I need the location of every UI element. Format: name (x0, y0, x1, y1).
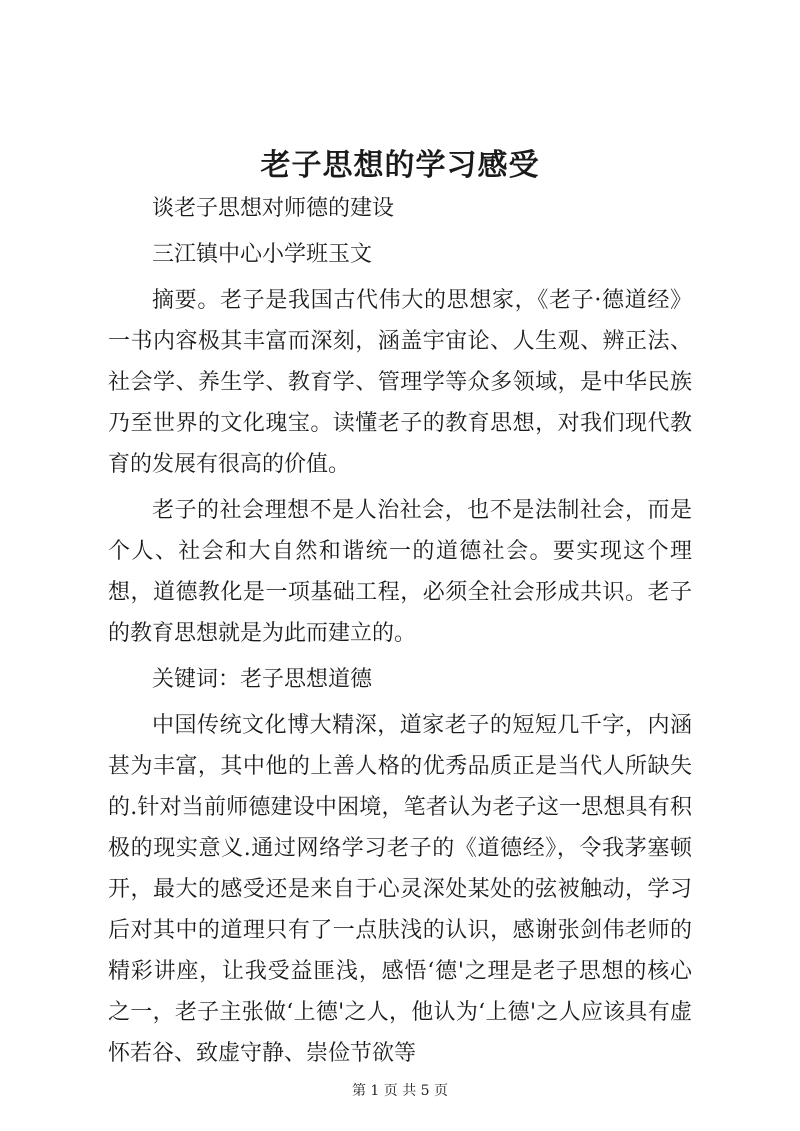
abstract-paragraph: 摘要。老子是我国古代伟大的思想家，《老子·德道经》一书内容极其丰富而深刻，涵盖宇宙论、人生观、辨正法、社会学、养生学、教育学、管理学等众多领域，是中华民族乃至世界的文化瑰宝。读懂老子的教育思想，对我们现代教育的发展有很高的价值。 (108, 288, 692, 477)
page-number-footer: 第 1 页 共 5 页 (351, 1083, 449, 1099)
body-paragraph: 老子的社会理想不是人治社会，也不是法制社会，而是个人、社会和大自然和谐统一的道德社会。要实现这个理想，道德教化是一项基础工程，必须全社会形成共识。老子的教育思想就是为此而建立的。 (108, 498, 692, 646)
document-title: 老子思想的学习感受 (260, 148, 540, 183)
subtitle-paragraph: 谈老子思想对师德的建设 (152, 196, 395, 221)
author-paragraph: 三江镇中心小学班玉文 (152, 242, 373, 267)
keywords-paragraph: 关键词：老子思想道德 (152, 667, 373, 692)
body-paragraph: 中国传统文化博大精深，道家老子的短短几千字，内涵甚为丰富，其中他的上善人格的优秀品质正是当代人所缺失的.针对当前师德建设中困境，笔者认为老子这一思想具有积极的现实意义.通过网络学习老子的《道德经》，令我茅塞顿开，最大的感受还是来自于心灵深处某处的弦被触动，学习后对其中的道理只有了一点肤浅的认识，感谢张剑伟老师的精彩讲座，让我受益匪浅，感悟‘德'之理是老子思想的核心之一，老子主张做‘上德'之人，他认为‘上德'之人应该具有虚怀若谷、致虚守静、崇俭节欲等 (108, 713, 692, 1066)
document-body (108, 188, 692, 1079)
